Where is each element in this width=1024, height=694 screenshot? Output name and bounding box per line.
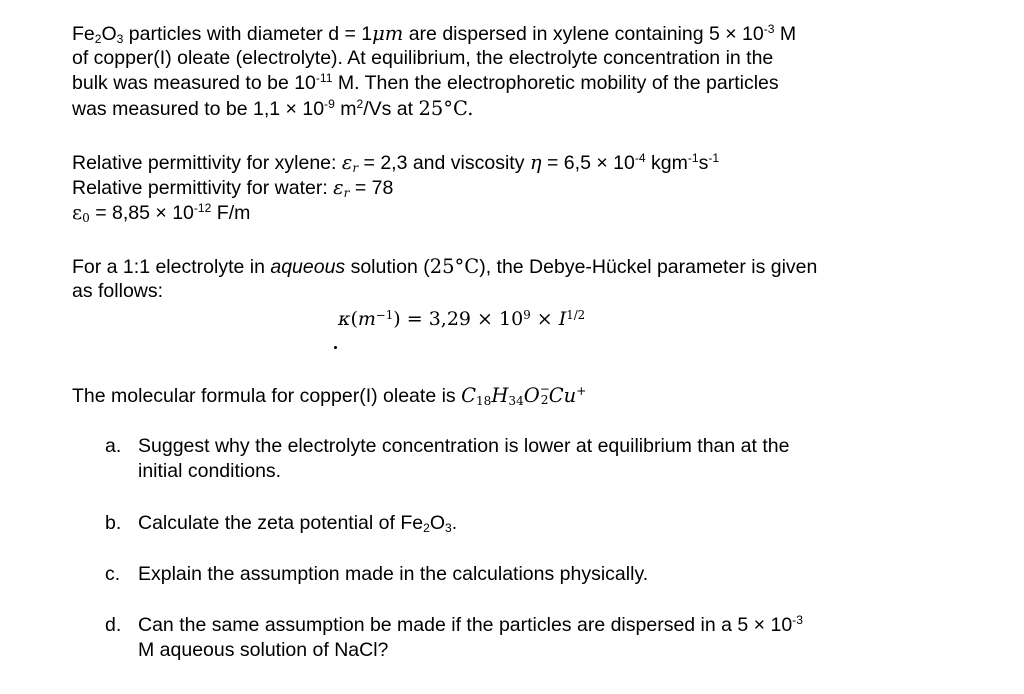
vacuum-permittivity-line: $\varepsilon_0 = 8,85 \times 10^{-12}$ F/m (72, 201, 251, 226)
question-a-line-1: Suggest why the electrolyte concentration is lower at equilibrium than at the (138, 435, 790, 457)
question-c-line: Explain the assumption made in the calculations physically. (138, 563, 649, 585)
intro-line-2: of copper(I) oleate (electrolyte). At equilibrium, the electrolyte concentration in the (72, 47, 774, 69)
question-d-line-2: M aqueous solution of NaCl? (138, 639, 389, 661)
intro-line-3: bulk was measured to be $10^{-11}$ M. Then the electrophoretic mobility of the particles (72, 71, 779, 94)
question-a-label: a. (105, 435, 122, 457)
water-permittivity-line: Relative permittivity for water: $\varepsilon_r = 78$ (72, 176, 394, 201)
intro-paragraph (72, 21, 952, 121)
constants-paragraph (72, 150, 952, 225)
question-a-line-2: initial conditions. (138, 460, 282, 482)
debye-huckel-paragraph (72, 254, 952, 304)
intro-line-4: was measured to be $1,1 \times 10^{-9}$ $m^2/Vs$ at 25°C. (72, 97, 474, 120)
debye-huckel-equation: $\kappa(m^{-1}) = 3,29 \times 10^9 \times I^{1/2}$ (338, 307, 586, 330)
question-d-line-1: Can the same assumption be made if the particles are dispersed in a $5 \times 10^{-3}$ (138, 613, 803, 636)
question-b-line: Calculate the zeta potential of $Fe_2O_3$. (138, 512, 458, 536)
debye-huckel-line-2: as follows: (72, 280, 164, 302)
intro-line-1: $Fe_2O_3$ particles with diameter d = 1μm are dispersed in xylene containing $5 \times 10^{-3}$ M (72, 22, 797, 47)
molecular-formula-line: The molecular formula for copper(I) oleate is $C_{18}H_{34}O$ − 2 Cu+ (72, 382, 587, 409)
molecular-formula-paragraph (72, 383, 952, 408)
xylene-permittivity-line: Relative permittivity for xylene: $\varepsilon_r = 2,3$ and viscosity $\eta = 6,5 \times 10^{-4}$ $kgm^{-1}s^{-1}$ (72, 151, 720, 176)
question-d-label: d. (105, 614, 122, 636)
question-b-label: b. (105, 512, 122, 534)
stray-dot (334, 346, 337, 349)
debye-huckel-line-1: For a 1:1 electrolyte in aqueous solution (25°C), the Debye-Hückel parameter is given (72, 255, 818, 278)
question-c-label: c. (105, 563, 121, 585)
